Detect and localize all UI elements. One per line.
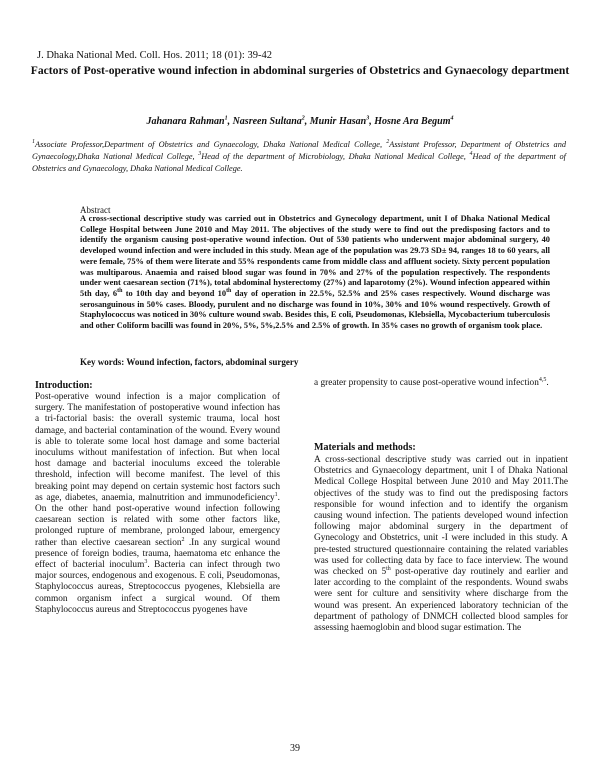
author-name: Munir Hasan <box>309 116 367 127</box>
affil-mark: 1 <box>32 139 35 146</box>
intro-text: . On the other hand post-operative wound infection following caesarean section is related with some other factors like, prolonged rupture of membrane, prolonged labour, emergency rather than elective caesarean section <box>35 492 280 548</box>
citation-mark: 4,5 <box>538 376 547 383</box>
citation-mark: 3 <box>144 558 148 565</box>
affil-1: Associate Professor,Department of Obstetrics and Gynaecology, Dhaka National Medical College, <box>35 140 383 149</box>
intro-text: . Bacteria can infect through two major sources, endogenous and exogenous. E coli, Pseudomonas, Staphylococcus aureas, Streptococcus pyogenes, Klebsiella are common organism infect a surgical wound. Of them Staphylococcus aureus and Streptococcus pyogenes have <box>35 560 280 615</box>
ordinal-mark: th <box>386 565 391 572</box>
affiliations <box>32 139 566 175</box>
author-mark: 1 <box>224 115 228 122</box>
abstract-text: day of operation in 22.5%, 52.5% and 25% cases respectively. Wound discharge was serosanguinous in 50% cases. Bloody, purulent and no discharge was found in 10%, 30% and 10% wound respectively. Growth of Staphylococcus was noticed in 30% culture wound swab. Besides this, E coli, Pseudomonas, Klebsiella, Mycobacterium tuberculosis and other Coliform bacilli was found in 20%, 5%, 5%,2.5% and 2.5% of growth. In 35% cases no growth of organism took place. <box>80 288 550 331</box>
introduction-heading: Introduction: <box>35 380 93 391</box>
author-name: Nasreen Sultana <box>232 116 302 127</box>
affil-4: Head of the department of Obstetrics and Gynaecology, Dhaka National Medical College. <box>32 152 566 173</box>
abstract-sup: th <box>117 288 123 295</box>
abstract-text: to 10th day and beyond 10 <box>122 288 227 298</box>
abstract-heading: Abstract <box>80 205 111 215</box>
methods-text: post-operative day routinely and earlier and later according to the complaint of the respondents. Wound swabs were sent for culture and sensitivity where discharge from the wound was present. An experienced laboratory technician of the department of pathology of DNMCH collected blood samples for assessing haemoglobin and blood sugar estimation. The <box>314 567 568 634</box>
author-list: Jahanara Rahman$^1$, Nasreen Sultana$^2$, Munir Hasan$^3$, Hosne Ara Begum$^4$ <box>146 115 454 127</box>
methods-body <box>314 455 568 634</box>
author-mark: 2 <box>301 115 305 122</box>
affil-mark: 3 <box>198 151 202 158</box>
citation-mark: 1 <box>274 491 278 498</box>
author-mark: 3 <box>366 115 370 122</box>
abstract-text: A cross-sectional descriptive study was carried out in Obstetrics and Gynecology department, unit I of Dhaka National Medical College Hospital between June 2010 and May 2011. The objectives of the study were to find out the predisposing factors and to identify the organism causing post-operative wound infection. Out of 530 patients who underwent major abdominal surgery, 40 developed wound infection and were included in this study. Mean age of the population was 29.73 SD± 94, ranges 18 to 60 years, all were female, 75% of them were literate and 55% respondents came from middle class and affluent society. Sixty percent population was multiparous. Anaemia and raised blood sugar was found in 70% and 27% of the population respectively. The respondents under went caesarean section (71%), total abdominal hysterectomy (27%) and laparotomy (2%). Wound infection appeared within 5th day, 6 <box>80 214 550 298</box>
affil-mark: 2 <box>386 139 390 146</box>
intro-text: .In any surgical wound presence of foreign bodies, trauma, haematoma etc enhance the effect of bacterial inoculum <box>35 537 281 571</box>
introduction-continued <box>314 378 568 389</box>
methods-heading: Materials and methods: <box>314 442 416 453</box>
journal-citation: J. Dhaka National Med. Coll. Hos. 2011; 18 (01): 39-42 <box>37 50 272 61</box>
abstract-sup: th <box>226 288 232 295</box>
introduction-body <box>35 392 280 616</box>
author-name: Hosne Ara Begum <box>374 116 451 127</box>
author-name: Jahanara Rahman <box>146 116 225 127</box>
citation-mark: 2 <box>181 536 185 543</box>
abstract-body <box>80 214 550 332</box>
methods-text: A cross-sectional descriptive study was carried out in inpatient Obstetrics and Gynaecology department, unit I of Dhaka National Medical College Hospital between June 2010 and May 2011.The objectives of the study was to find out the predisposing factors responsible for wound infection and to identify the organism causing wound infection. The patients developed wound infection following major abdominal surgery in the department of Gynecology and Obstetrics, unit -I were included in this study. A pre-tested structured questionnaire containing the related variables was used for collecting data by face to face interview. The wound was checked on 5 <box>314 455 568 578</box>
affil-3: Head of the department of Microbiology, Dhaka National Medical College, <box>201 152 466 161</box>
page-number: 39 <box>290 743 300 754</box>
affil-2: Assistant Professor, Department of Obstetrics and Gynaecology,Dhaka National Medical College, <box>32 140 567 161</box>
author-mark: 4 <box>450 115 454 122</box>
intro-text: Post-operative wound infection is a major complication of surgery. The manifestation of postoperative wound infection has a tri-factorial basis: the overall systemic trauma, local host damage, and bacterial contamination of the wound. Every wound is able to tolerate some local host damage and some bacterial inoculums without manifestation of infection. But when local host damage and bacterial inoculums exceed the tolerable threshold, infection will become manifest. The level of this breaking point may depend on certain systemic host factors such as age, diabetes, anaemia, malnutrition and immunodeficiency <box>35 392 280 503</box>
intro-text: . <box>546 378 549 388</box>
intro-text: a greater propensity to cause post-operative wound infection <box>314 378 539 388</box>
keywords: Key words: Wound infection, factors, abdominal surgery <box>80 357 299 367</box>
article-title: Factors of Post-operative wound infection in abdominal surgeries of Obstetrics and Gynaecology department <box>30 64 570 77</box>
affil-mark: 4 <box>469 151 473 158</box>
